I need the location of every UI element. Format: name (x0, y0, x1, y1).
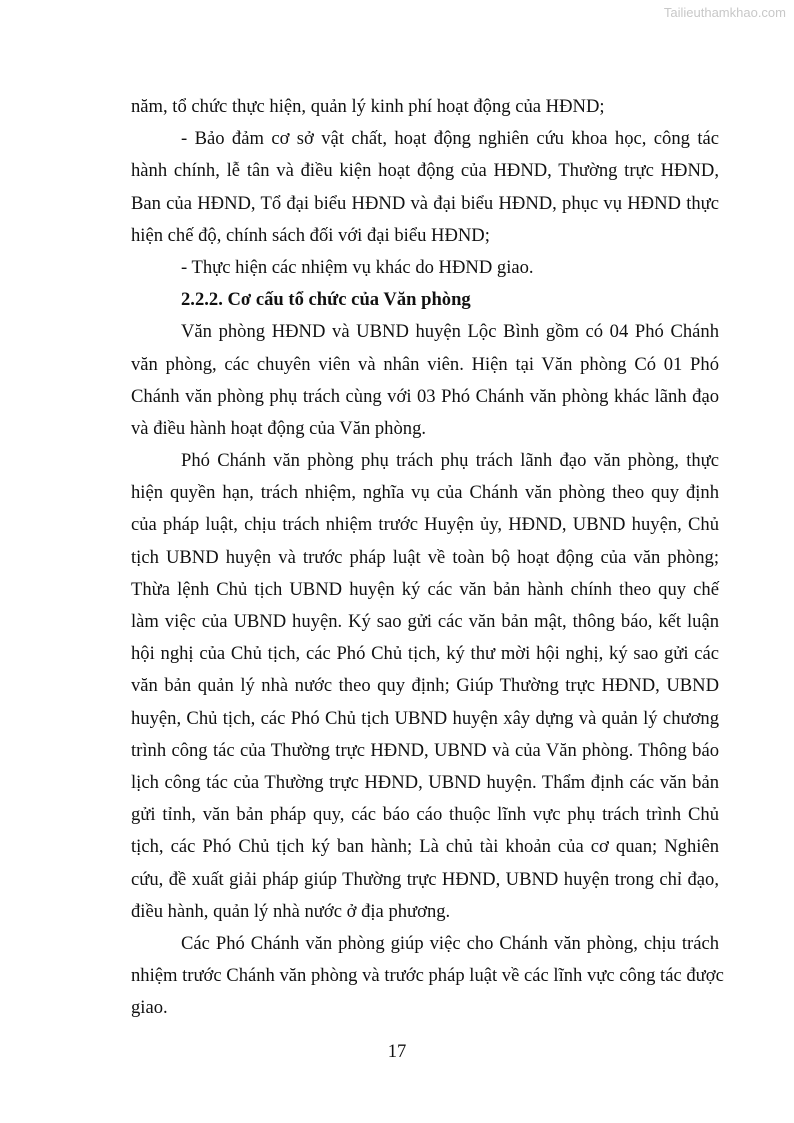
paragraph-line: Thừa lệnh Chủ tịch UBND huyện ký các văn bản hành chính theo quy chế (131, 578, 719, 600)
paragraph-line: - Thực hiện các nhiệm vụ khác do HĐND giao. (181, 256, 534, 278)
paragraph-line: - Bảo đảm cơ sở vật chất, hoạt động nghiên cứu khoa học, công tác (181, 128, 719, 150)
paragraph-line: và điều hành hoạt động của Văn phòng. (131, 417, 427, 439)
paragraph-line: tịch UBND huyện và trước pháp luật về toàn bộ hoạt động của văn phòng; (131, 546, 719, 568)
paragraph-line: nhiệm trước Chánh văn phòng và trước pháp luật về các lĩnh vực công tác được (131, 965, 724, 987)
paragraph-line: tịch, các Phó Chủ tịch ký ban hành; Là chủ tài khoản của cơ quan; Nghiên (131, 836, 719, 858)
paragraph-line: hành chính, lễ tân và điều kiện hoạt động của HĐND, Thường trực HĐND, (131, 160, 719, 182)
section-heading: 2.2.2. Cơ cấu tổ chức của Văn phòng (181, 289, 471, 311)
paragraph-line: văn phòng, các chuyên viên và nhân viên. Hiện tại Văn phòng Có 01 Phó (131, 353, 719, 375)
paragraph-line: Ban của HĐND, Tổ đại biểu HĐND và đại biểu HĐND, phục vụ HĐND thực (131, 192, 719, 214)
paragraph-line: giao. (131, 997, 168, 1019)
paragraph-line: làm việc của UBND huyện. Ký sao gửi các văn bản mật, thông báo, kết luận (131, 611, 719, 632)
paragraph-line: cứu, đề xuất giải pháp giúp Thường trực HĐND, UBND huyện trong chỉ đạo, (131, 868, 719, 890)
paragraph-line: năm, tổ chức thực hiện, quản lý kinh phí hoạt động của HĐND; (131, 96, 605, 117)
paragraph-line: Chánh văn phòng phụ trách cùng với 03 Phó Chánh văn phòng khác lãnh đạo (131, 385, 719, 407)
document-body (131, 91, 724, 1024)
paragraph-line: gửi tỉnh, văn bản pháp quy, các báo cáo thuộc lĩnh vực phụ trách trình Chủ (131, 804, 719, 826)
watermark: Tailieuthamkhao.com (663, 5, 786, 20)
paragraph-line: văn bản quản lý nhà nước theo quy định; Giúp Thường trực HĐND, UBND (131, 675, 719, 697)
paragraph-line: hội nghị của Chủ tịch, các Phó Chủ tịch, ký thư mời hội nghị, ký sao gửi các (131, 643, 719, 665)
paragraph-line: lịch công tác của Thường trực HĐND, UBND huyện. Thẩm định các văn bản (131, 771, 719, 793)
paragraph-line: trình công tác của Thường trực HĐND, UBND và của Văn phòng. Thông báo (131, 739, 719, 761)
paragraph-line: Các Phó Chánh văn phòng giúp việc cho Chánh văn phòng, chịu trách (181, 932, 719, 954)
page-number: 17 (387, 1041, 407, 1062)
paragraph-line: của pháp luật, chịu trách nhiệm trước Huyện ủy, HĐND, UBND huyện, Chủ (131, 514, 719, 536)
paragraph-line: hiện quyền hạn, trách nhiệm, nghĩa vụ của Chánh văn phòng theo quy định (131, 482, 719, 504)
paragraph-line: Văn phòng HĐND và UBND huyện Lộc Bình gồm có 04 Phó Chánh (181, 321, 719, 343)
paragraph-line: huyện, Chủ tịch, các Phó Chủ tịch UBND huyện xây dựng và quản lý chương (131, 707, 719, 729)
paragraph-line: điều hành, quản lý nhà nước ở địa phương. (131, 900, 451, 922)
paragraph-line: hiện chế độ, chính sách đối với đại biểu HĐND; (131, 224, 490, 246)
paragraph-line: Phó Chánh văn phòng phụ trách phụ trách lãnh đạo văn phòng, thực (181, 450, 719, 472)
